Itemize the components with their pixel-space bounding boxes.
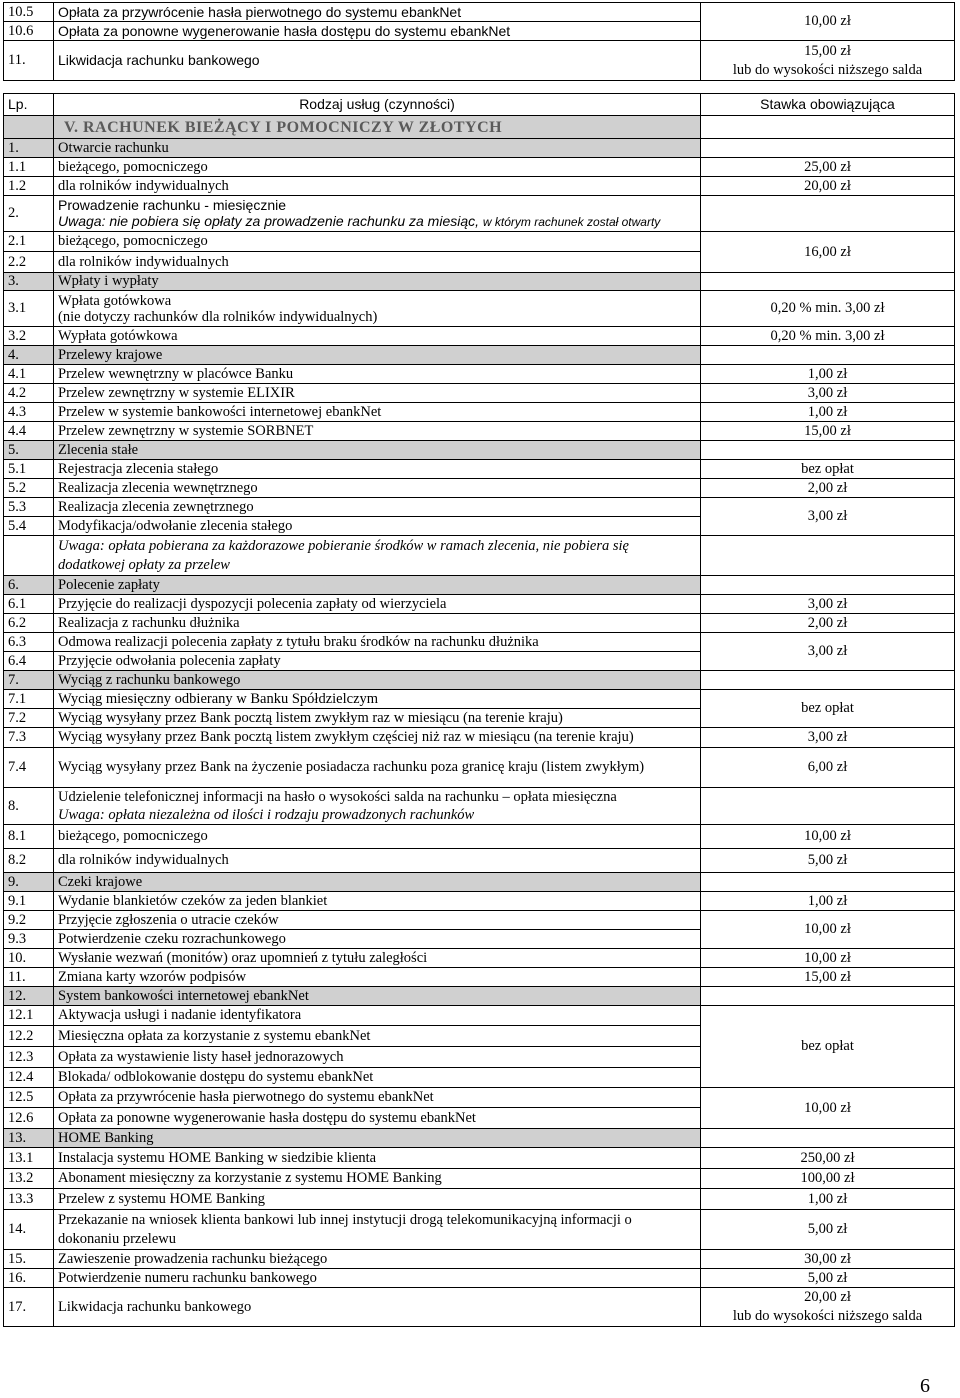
desc-cell: Przyjęcie do realizacji dyspozycji polecenia zapłaty od wierzyciela bbox=[54, 595, 701, 614]
rate-cell bbox=[701, 788, 955, 825]
lp-cell: 1.2 bbox=[4, 177, 54, 196]
desc-cell: Wyciąg wysyłany przez Bank pocztą listem zwykłym częściej niż raz w miesiącu (na terenie kraju) bbox=[54, 728, 701, 748]
desc-cell: bieżącego, pomocniczego bbox=[54, 825, 701, 849]
lp-cell: 7.3 bbox=[4, 728, 54, 748]
table-row bbox=[4, 748, 955, 788]
lp-cell: 6. bbox=[4, 576, 54, 595]
lp-cell: 8. bbox=[4, 788, 54, 825]
lp-cell: 1.1 bbox=[4, 158, 54, 177]
rate-cell: 6,00 zł bbox=[701, 748, 955, 788]
rate-cell bbox=[701, 41, 955, 81]
desc-cell: Potwierdzenie numeru rachunku bankowego bbox=[54, 1269, 701, 1288]
desc-cell: Blokada/ odblokowanie dostępu do systemu ebankNet bbox=[54, 1068, 701, 1088]
desc-cell: Realizacja z rachunku dłużnika bbox=[54, 614, 701, 633]
page-number: 6 bbox=[920, 1375, 930, 1397]
note-text bbox=[58, 213, 696, 230]
note-row bbox=[4, 536, 955, 576]
table-row bbox=[4, 403, 955, 422]
rate-cell: 5,00 zł bbox=[701, 1269, 955, 1288]
rate-cell bbox=[701, 1129, 955, 1148]
rate-cell: bez opłat bbox=[701, 1006, 955, 1088]
lp-cell: 5. bbox=[4, 441, 54, 460]
chapter-title: V. RACHUNEK BIEŻĄCY I POMOCNICZY W ZŁOTYCH bbox=[54, 116, 701, 139]
section-title: Polecenie zapłaty bbox=[54, 576, 701, 595]
desc-cell: Rejestracja zlecenia stałego bbox=[54, 460, 701, 479]
section-title: Zlecenia stałe bbox=[54, 441, 701, 460]
table-row bbox=[4, 3, 955, 22]
table-row bbox=[4, 232, 955, 252]
section-title: Przelewy krajowe bbox=[54, 346, 701, 365]
lp-cell: 13.2 bbox=[4, 1169, 54, 1189]
table-row bbox=[4, 365, 955, 384]
note-text: Uwaga: opłata pobierana za każdorazowe pobieranie środków w ramach zlecenia, nie pobiera się dodatkowej opłaty za przelew bbox=[54, 536, 701, 576]
rate-alternative: lub do wysokości niższego salda bbox=[732, 61, 923, 78]
table-row bbox=[4, 1148, 955, 1169]
lp-cell: 10.5 bbox=[4, 3, 54, 22]
header-rate: Stawka obowiązująca bbox=[701, 94, 955, 116]
section-row bbox=[4, 139, 955, 158]
section-row bbox=[4, 788, 955, 825]
lp-cell: 12.2 bbox=[4, 1026, 54, 1047]
table-row bbox=[4, 614, 955, 633]
desc-cell: Miesięczna opłata za korzystanie z systemu ebankNet bbox=[54, 1026, 701, 1047]
lp-cell: 3.1 bbox=[4, 291, 54, 327]
rate-cell: bez opłat bbox=[701, 460, 955, 479]
lp-cell: 11. bbox=[4, 968, 54, 987]
section-row bbox=[4, 873, 955, 892]
rate-cell: 3,00 zł bbox=[701, 384, 955, 403]
rate-alternative: lub do wysokości niższego salda bbox=[732, 1308, 923, 1324]
rate-cell bbox=[701, 139, 955, 158]
table-row bbox=[4, 460, 955, 479]
rate-cell: 1,00 zł bbox=[701, 1189, 955, 1210]
desc-cell: Przelew wewnętrzny w placówce Banku bbox=[54, 365, 701, 384]
rate-cell: 3,00 zł bbox=[701, 498, 955, 536]
lp-cell: 4.3 bbox=[4, 403, 54, 422]
header-lp: Lp. bbox=[4, 94, 54, 116]
desc-cell: Przelew z systemu HOME Banking bbox=[54, 1189, 701, 1210]
rate-cell bbox=[701, 346, 955, 365]
lp-cell: 6.2 bbox=[4, 614, 54, 633]
table-row bbox=[4, 949, 955, 968]
section-title: Wpłaty i wypłaty bbox=[54, 273, 701, 291]
rate-cell: 1,00 zł bbox=[701, 403, 955, 422]
desc-cell: Wyciąg wysyłany przez Bank na życzenie posiadacza rachunku poza granicę kraju (listem zwykłym) bbox=[54, 748, 701, 788]
section-title bbox=[54, 196, 701, 232]
rate-cell: 1,00 zł bbox=[701, 365, 955, 384]
desc-cell: dla rolników indywidualnych bbox=[54, 177, 701, 196]
table-row bbox=[4, 1210, 955, 1250]
rate-cell bbox=[701, 196, 955, 232]
table-header-row bbox=[4, 94, 955, 116]
desc-cell: Opłata za przywrócenie hasła pierwotnego do systemu ebankNet bbox=[54, 1088, 701, 1108]
section-title bbox=[54, 788, 701, 825]
section-row bbox=[4, 196, 955, 232]
table-row bbox=[4, 825, 955, 849]
lp-cell: 4.2 bbox=[4, 384, 54, 403]
rate-cell: 2,00 zł bbox=[701, 479, 955, 498]
rate-cell bbox=[701, 671, 955, 690]
section-title-text: Prowadzenie rachunku - miesięcznie bbox=[58, 197, 286, 213]
desc-cell: dla rolników indywidualnych bbox=[54, 252, 701, 273]
desc-cell: Przelew zewnętrzny w systemie SORBNET bbox=[54, 422, 701, 441]
lp-cell: 2. bbox=[4, 196, 54, 232]
desc-cell: Opłata za ponowne wygenerowanie hasła dostępu do systemu ebankNet bbox=[54, 22, 701, 41]
note-text: Uwaga: opłata niezależna od ilości i rodzaju prowadzonych rachunków bbox=[58, 807, 475, 823]
desc-cell: Potwierdzenie czeku rozrachunkowego bbox=[54, 930, 701, 949]
lp-cell: 4.1 bbox=[4, 365, 54, 384]
desc-cell: Przelew zewnętrzny w systemie ELIXIR bbox=[54, 384, 701, 403]
table-row bbox=[4, 291, 955, 327]
desc-cell: Opłata za wystawienie listy haseł jednorazowych bbox=[54, 1047, 701, 1068]
section-title: HOME Banking bbox=[54, 1129, 701, 1148]
lp-cell: 5.2 bbox=[4, 479, 54, 498]
rate-cell: 2,00 zł bbox=[701, 614, 955, 633]
section-title: System bankowości internetowej ebankNet bbox=[54, 987, 701, 1006]
table-row bbox=[4, 1006, 955, 1026]
rate-cell: 25,00 zł bbox=[701, 158, 955, 177]
desc-line: (nie dotyczy rachunków dla rolników indywidualnych) bbox=[58, 308, 378, 325]
desc-cell: Abonament miesięczny za korzystanie z systemu HOME Banking bbox=[54, 1169, 701, 1189]
lp-cell: 7.2 bbox=[4, 709, 54, 728]
section-row bbox=[4, 576, 955, 595]
table-row bbox=[4, 479, 955, 498]
rate-cell: 10,00 zł bbox=[701, 3, 955, 41]
table-row bbox=[4, 158, 955, 177]
lp-cell: 4.4 bbox=[4, 422, 54, 441]
lp-cell: 14. bbox=[4, 1210, 54, 1250]
rate-cell bbox=[701, 273, 955, 291]
desc-cell: Wysłanie wezwań (monitów) oraz upomnień z tytułu zaległości bbox=[54, 949, 701, 968]
note-part-small: w którym rachunek został otwarty bbox=[482, 215, 661, 229]
lp-cell: 9.3 bbox=[4, 930, 54, 949]
lp-cell: 15. bbox=[4, 1250, 54, 1269]
lp-cell: 6.3 bbox=[4, 633, 54, 652]
table-row bbox=[4, 633, 955, 652]
rate-cell bbox=[701, 987, 955, 1006]
rate-cell bbox=[701, 441, 955, 460]
rate-cell: 100,00 zł bbox=[701, 1169, 955, 1189]
desc-cell: dla rolników indywidualnych bbox=[54, 849, 701, 873]
section-row bbox=[4, 1129, 955, 1148]
desc-cell: Likwidacja rachunku bankowego bbox=[54, 1288, 701, 1327]
desc-cell: Wydanie blankietów czeków za jeden blankiet bbox=[54, 892, 701, 911]
section-title-text: Udzielenie telefonicznej informacji na hasło o wysokości salda na rachunku – opłata miesięczna bbox=[58, 789, 617, 805]
rate-cell: 1,00 zł bbox=[701, 892, 955, 911]
desc-cell: Wypłata gotówkowa bbox=[54, 327, 701, 346]
table-row bbox=[4, 911, 955, 930]
lp-cell: 17. bbox=[4, 1288, 54, 1327]
desc-cell: Realizacja zlecenia zewnętrznego bbox=[54, 498, 701, 517]
desc-cell: Przelew w systemie bankowości internetowej ebankNet bbox=[54, 403, 701, 422]
rate-cell bbox=[701, 1288, 955, 1327]
table-row bbox=[4, 1189, 955, 1210]
lp-cell: 12. bbox=[4, 987, 54, 1006]
table-row bbox=[4, 384, 955, 403]
table-row bbox=[4, 177, 955, 196]
lp-cell: 12.4 bbox=[4, 1068, 54, 1088]
lp-cell: 8.2 bbox=[4, 849, 54, 873]
table-row bbox=[4, 1169, 955, 1189]
desc-cell: Modyfikacja/odwołanie zlecenia stałego bbox=[54, 517, 701, 536]
desc-cell: Wyciąg wysyłany przez Bank pocztą listem zwykłym raz w miesiącu (na terenie kraju) bbox=[54, 709, 701, 728]
lp-cell: 4. bbox=[4, 346, 54, 365]
desc-cell: Instalacja systemu HOME Banking w siedzibie klienta bbox=[54, 1148, 701, 1169]
rate-cell: 3,00 zł bbox=[701, 595, 955, 614]
lp-cell: 9.2 bbox=[4, 911, 54, 930]
lp-cell: 16. bbox=[4, 1269, 54, 1288]
rate-cell: 20,00 zł bbox=[701, 177, 955, 196]
rate-cell: 10,00 zł bbox=[701, 1088, 955, 1129]
lp-cell: 5.4 bbox=[4, 517, 54, 536]
lp-cell: 13. bbox=[4, 1129, 54, 1148]
rate-cell: 10,00 zł bbox=[701, 825, 955, 849]
rate-cell: 3,00 zł bbox=[701, 728, 955, 748]
rate-cell: 30,00 zł bbox=[701, 1250, 955, 1269]
desc-cell: Zawieszenie prowadzenia rachunku bieżącego bbox=[54, 1250, 701, 1269]
lp-cell: 12.1 bbox=[4, 1006, 54, 1026]
desc-cell: Wyciąg miesięczny odbierany w Banku Spółdzielczym bbox=[54, 690, 701, 709]
chapter-row bbox=[4, 116, 955, 139]
rate-cell bbox=[701, 116, 955, 139]
rate-value: 20,00 zł bbox=[804, 1289, 851, 1305]
lp-cell: 9. bbox=[4, 873, 54, 892]
lp-cell: 2.1 bbox=[4, 232, 54, 252]
desc-line: Wpłata gotówkowa bbox=[58, 292, 172, 309]
desc-cell: bieżącego, pomocniczego bbox=[54, 158, 701, 177]
lp-cell: 13.3 bbox=[4, 1189, 54, 1210]
lp-cell: 10.6 bbox=[4, 22, 54, 41]
lp-cell: 3. bbox=[4, 273, 54, 291]
table-row bbox=[4, 422, 955, 441]
rate-cell: 5,00 zł bbox=[701, 849, 955, 873]
desc-cell: Opłata za przywrócenie hasła pierwotnego do systemu ebankNet bbox=[54, 3, 701, 22]
rate-cell: 15,00 zł bbox=[701, 968, 955, 987]
desc-cell: Realizacja zlecenia wewnętrznego bbox=[54, 479, 701, 498]
desc-cell bbox=[54, 291, 701, 327]
lp-cell: 13.1 bbox=[4, 1148, 54, 1169]
lp-cell: 11. bbox=[4, 41, 54, 81]
lp-cell: 6.4 bbox=[4, 652, 54, 671]
lp-cell: 12.6 bbox=[4, 1108, 54, 1129]
table-row bbox=[4, 728, 955, 748]
lp-cell: 7.1 bbox=[4, 690, 54, 709]
lp-cell: 5.3 bbox=[4, 498, 54, 517]
lp-cell: 7.4 bbox=[4, 748, 54, 788]
lp-cell: 1. bbox=[4, 139, 54, 158]
rate-cell: 5,00 zł bbox=[701, 1210, 955, 1250]
rate-value: 15,00 zł bbox=[804, 42, 851, 59]
section-row bbox=[4, 441, 955, 460]
section-row bbox=[4, 273, 955, 291]
rate-cell: 250,00 zł bbox=[701, 1148, 955, 1169]
table-row bbox=[4, 849, 955, 873]
lp-cell: 12.5 bbox=[4, 1088, 54, 1108]
table-row bbox=[4, 1269, 955, 1288]
rate-cell: 3,00 zł bbox=[701, 633, 955, 671]
lp-cell: 12.3 bbox=[4, 1047, 54, 1068]
rate-cell: 0,20 % min. 3,00 zł bbox=[701, 327, 955, 346]
desc-cell: Przyjęcie odwołania polecenia zapłaty bbox=[54, 652, 701, 671]
section-title: Czeki krajowe bbox=[54, 873, 701, 892]
table-row bbox=[4, 690, 955, 709]
lp-cell bbox=[4, 536, 54, 576]
desc-cell: Przyjęcie zgłoszenia o utracie czeków bbox=[54, 911, 701, 930]
section-title: Otwarcie rachunku bbox=[54, 139, 701, 158]
rate-cell: bez opłat bbox=[701, 690, 955, 728]
desc-cell: Opłata za ponowne wygenerowanie hasła dostępu do systemu ebankNet bbox=[54, 1108, 701, 1129]
table-row bbox=[4, 327, 955, 346]
lp-cell: 5.1 bbox=[4, 460, 54, 479]
fees-table-main bbox=[3, 93, 955, 1327]
rate-cell: 10,00 zł bbox=[701, 911, 955, 949]
table-row bbox=[4, 968, 955, 987]
table-row bbox=[4, 1088, 955, 1108]
section-row bbox=[4, 346, 955, 365]
rate-cell: 15,00 zł bbox=[701, 422, 955, 441]
lp-cell: 10. bbox=[4, 949, 54, 968]
lp-cell: 3.2 bbox=[4, 327, 54, 346]
desc-cell: Zmiana karty wzorów podpisów bbox=[54, 968, 701, 987]
section-title: Wyciąg z rachunku bankowego bbox=[54, 671, 701, 690]
rate-cell bbox=[701, 536, 955, 576]
desc-cell: Odmowa realizacji polecenia zapłaty z tytułu braku środków na rachunku dłużnika bbox=[54, 633, 701, 652]
desc-cell: Likwidacja rachunku bankowego bbox=[54, 41, 701, 81]
lp-cell: 6.1 bbox=[4, 595, 54, 614]
rate-cell bbox=[701, 576, 955, 595]
rate-cell: 0,20 % min. 3,00 zł bbox=[701, 291, 955, 327]
lp-cell: 8.1 bbox=[4, 825, 54, 849]
section-row bbox=[4, 671, 955, 690]
fees-table-top bbox=[3, 2, 955, 81]
header-desc: Rodzaj usług (czynności) bbox=[54, 94, 701, 116]
rate-cell: 16,00 zł bbox=[701, 232, 955, 273]
lp-cell: 7. bbox=[4, 671, 54, 690]
table-row bbox=[4, 41, 955, 81]
lp-cell: 9.1 bbox=[4, 892, 54, 911]
desc-cell: bieżącego, pomocniczego bbox=[54, 232, 701, 252]
lp-cell: 2.2 bbox=[4, 252, 54, 273]
rate-cell: 10,00 zł bbox=[701, 949, 955, 968]
table-row bbox=[4, 498, 955, 517]
section-row bbox=[4, 987, 955, 1006]
table-row bbox=[4, 595, 955, 614]
note-part: Uwaga: nie pobiera się opłaty za prowadzenie rachunku za miesiąc, bbox=[58, 213, 480, 229]
table-row bbox=[4, 1288, 955, 1327]
desc-cell: Przekazanie na wniosek klienta bankowi lub innej instytucji drogą telekomunikacyjną informacji o dokonaniu przelewu bbox=[54, 1210, 701, 1250]
lp-cell bbox=[4, 116, 54, 139]
rate-cell bbox=[701, 873, 955, 892]
table-row bbox=[4, 1250, 955, 1269]
desc-cell: Aktywacja usługi i nadanie identyfikatora bbox=[54, 1006, 701, 1026]
table-row bbox=[4, 892, 955, 911]
